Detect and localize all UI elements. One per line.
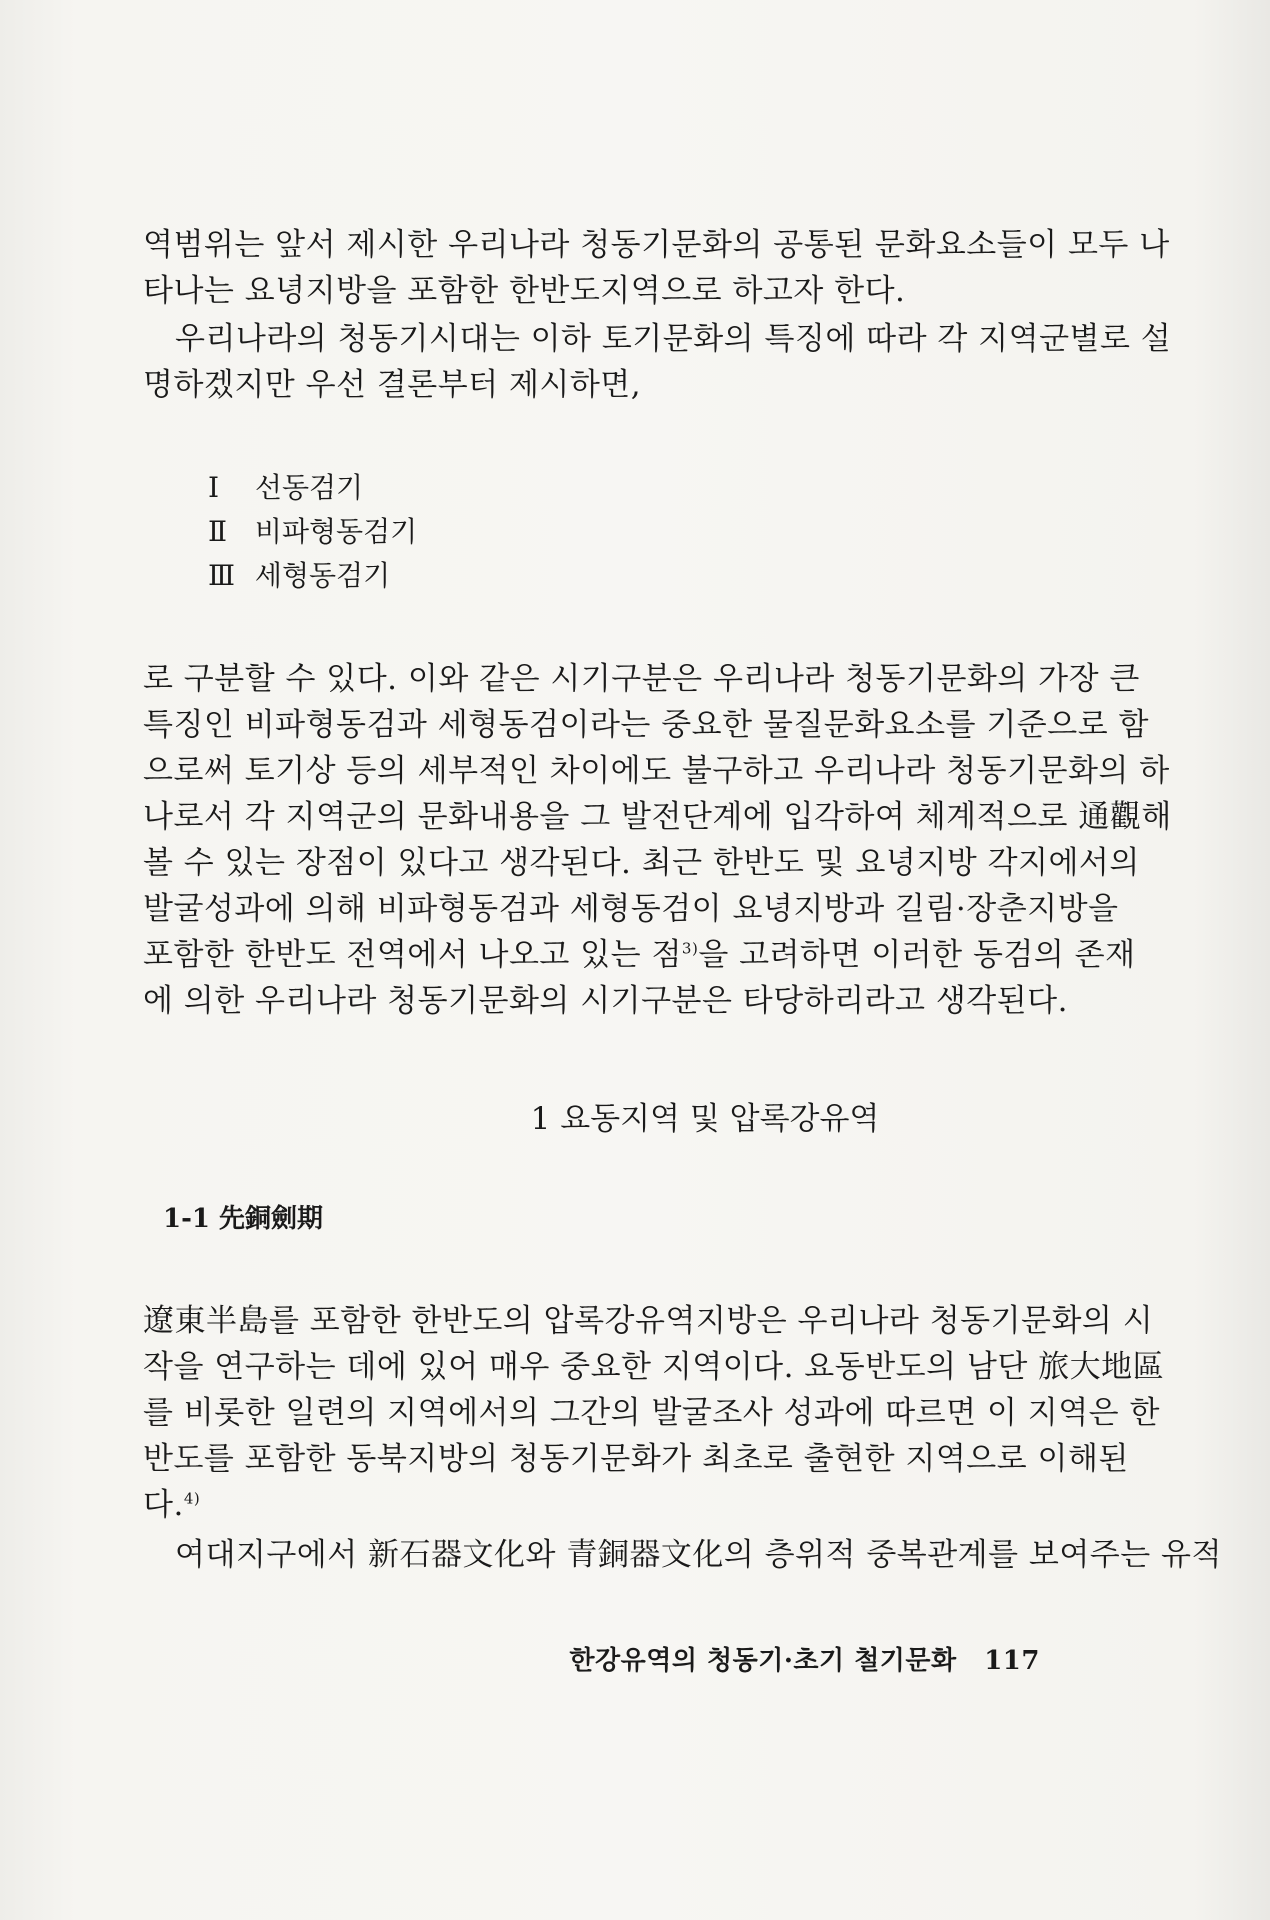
text-line: 볼 수 있는 장점이 있다고 생각된다. 최근 한반도 및 요녕지방 각지에서의: [143, 845, 1140, 881]
text-line: 작을 연구하는 데에 있어 매우 중요한 지역이다. 요동반도의 남단 旅大地區: [143, 1349, 1165, 1385]
text-line: 특징인 비파형동검과 세형동검이라는 중요한 물질문화요소를 기준으로 함: [143, 707, 1149, 743]
text-line: 를 비롯한 일련의 지역에서의 그간의 발굴조사 성과에 따르면 이 지역은 한: [143, 1395, 1160, 1431]
period-list: [208, 466, 417, 598]
period-item: [208, 466, 417, 510]
roman-numeral: Ⅰ: [208, 471, 220, 504]
period-label: 비파형동검기: [254, 515, 418, 548]
text-line: 반도를 포함한 동북지방의 청동기문화가 최초로 출현한 지역으로 이해된: [143, 1441, 1129, 1477]
text-line: 타나는 요녕지방을 포함한 한반도지역으로 하고자 한다.: [143, 273, 906, 309]
text-line: 우리나라의 청동기시대는 이하 토기문화의 특징에 따라 각 지역군별로 설: [175, 321, 1172, 357]
footnote-marker: 3): [681, 939, 699, 958]
paragraph-5: [143, 1532, 1222, 1578]
text-line: 여대지구에서 新石器文化와 青銅器文化의 층위적 중복관계를 보여주는 유적: [175, 1537, 1222, 1573]
paragraph-4: [143, 1298, 1165, 1528]
section-heading: 1 요동지역 및 압록강유역: [530, 1101, 880, 1137]
period-label: 선동검기: [254, 471, 364, 504]
period-item: [208, 554, 417, 598]
text-line: 로 구분할 수 있다. 이와 같은 시기구분은 우리나라 청동기문화의 가장 큰: [143, 661, 1140, 697]
page-number: 117: [984, 1646, 1040, 1676]
roman-numeral: Ⅱ: [208, 515, 228, 548]
roman-numeral: Ⅲ: [208, 559, 236, 592]
footnote-marker: 4): [183, 1489, 201, 1508]
paragraph-2: [143, 316, 1172, 408]
text-segment: 포함한 한반도 전역에서 나오고 있는 점: [143, 937, 682, 973]
text-line: 명하겠지만 우선 결론부터 제시하면,: [143, 367, 642, 403]
text-line: [143, 1482, 1065, 1528]
text-line: [143, 932, 1136, 978]
text-line: 역범위는 앞서 제시한 우리나라 청동기문화의 공통된 문화요소들이 모두 나: [143, 227, 1170, 263]
text-line: 발굴성과에 의해 비파형동검과 세형동검이 요녕지방과 길림·장춘지방을: [143, 891, 1119, 927]
text-line: 에 의한 우리나라 청동기문화의 시기구분은 타당하리라고 생각된다.: [143, 983, 1068, 1019]
page-footer: [569, 1640, 1040, 1677]
paragraph-3: [143, 656, 1172, 1024]
text-line: 遼東半島를 포함한 한반도의 압록강유역지방은 우리나라 청동기문화의 시: [143, 1303, 1154, 1339]
period-item: [208, 510, 417, 554]
period-label: 세형동검기: [254, 559, 391, 592]
paragraph-1: [143, 222, 1170, 314]
text-line: 으로써 토기상 등의 세부적인 차이에도 불구하고 우리나라 청동기문화의 하: [143, 753, 1170, 789]
text-segment: 을 고려하면 이러한 동검의 존재: [698, 937, 1136, 973]
running-title: 한강유역의 청동기·초기 철기문화: [569, 1646, 957, 1676]
sub-heading: 1-1 先銅劍期: [163, 1204, 324, 1234]
text-segment: 다.: [143, 1487, 184, 1523]
text-line: 나로서 각 지역군의 문화내용을 그 발전단계에 입각하여 체계적으로 通觀해: [143, 799, 1172, 835]
